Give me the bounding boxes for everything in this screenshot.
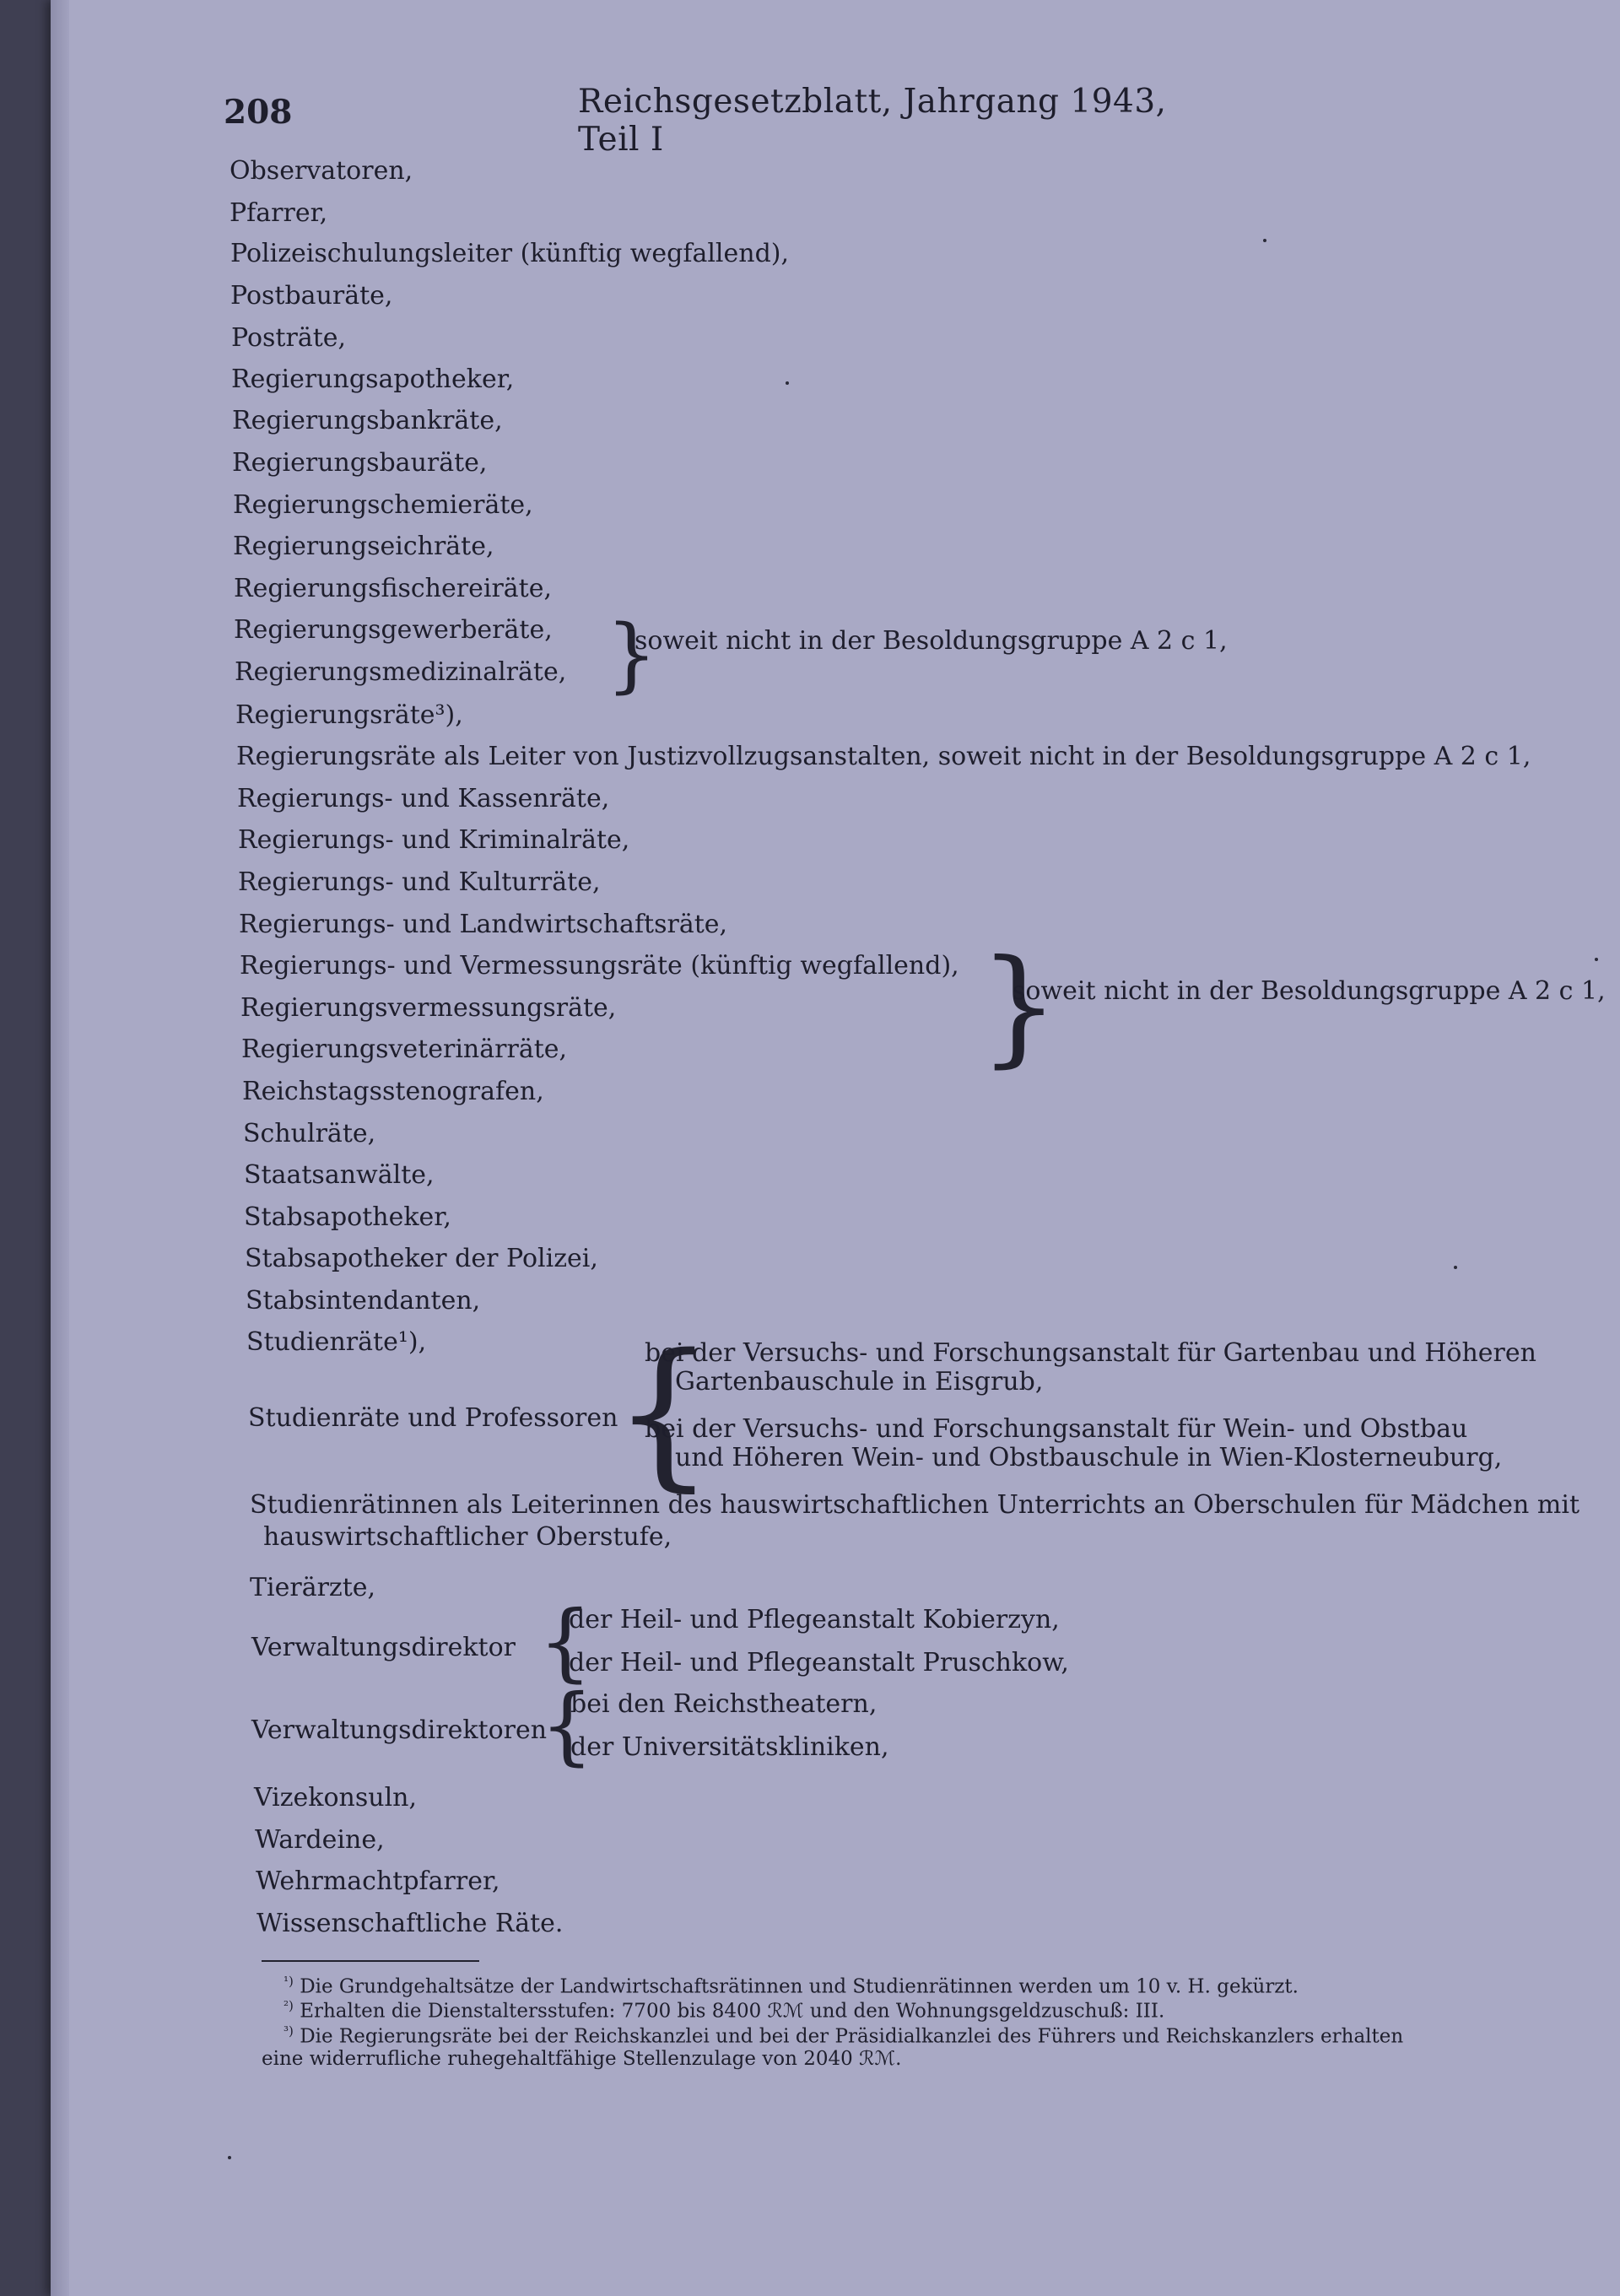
entry-line: Regierungsbankräte, xyxy=(232,406,503,435)
footnote xyxy=(262,2048,901,2070)
entry-line: Regierungs- und Kassenräte, xyxy=(237,784,610,813)
footnote xyxy=(284,1974,1299,1998)
qualifier-text: Gartenbauschule in Eisgrub, xyxy=(675,1367,1044,1397)
qualifier-text: soweit nicht in der Besoldungsgruppe A 2 c 1, xyxy=(1012,976,1606,1006)
brace: } xyxy=(979,933,1060,1080)
entry-line: Postbauräte, xyxy=(230,281,393,311)
entry-line: Studienrätinnen als Leiterinnen des hauswirtschaftlichen Unterrichts an Oberschulen für Mädchen mit xyxy=(250,1490,1580,1520)
entry-line: Regierungsmedizinalräte, xyxy=(235,657,567,687)
entry-line: hauswirtschaftlicher Oberstufe, xyxy=(263,1522,672,1552)
page-number: 208 xyxy=(224,93,293,132)
footnote-text: Die Regierungsräte bei der Reichskanzlei und bei der Präsidialkanzlei des Führers und Reichskanzlers erhalten xyxy=(300,2025,1404,2048)
entry-line: Pfarrer, xyxy=(230,198,328,228)
entry-line: Regierungsfischereiräte, xyxy=(234,574,553,603)
entry-line: Regierungsveterinärräte, xyxy=(241,1035,568,1064)
entry-line: Regierungsgewerberäte, xyxy=(234,615,553,645)
entry-line: Stabsintendanten, xyxy=(246,1286,481,1315)
entry-line: Regierungsapotheker, xyxy=(231,365,515,394)
entry-line: Tierärzte, xyxy=(250,1573,376,1602)
entry-line: Regierungs- und Vermessungsräte (künftig wegfallend), xyxy=(240,951,959,981)
entry-line: Schulräte, xyxy=(243,1119,376,1148)
entry-line: Studienräte¹), xyxy=(246,1327,427,1357)
footnote xyxy=(284,2023,1403,2048)
entry-line: Reichstagsstenografen, xyxy=(242,1077,544,1106)
entry-line: Staatsanwälte, xyxy=(244,1160,435,1190)
print-speck xyxy=(786,381,789,385)
entry-line: Studienräte und Professoren xyxy=(248,1403,618,1433)
brace: { xyxy=(540,1676,594,1775)
entry-line: Posträte, xyxy=(231,323,347,353)
qualifier-text: soweit nicht in der Besoldungsgruppe A 2 c 1, xyxy=(634,626,1228,656)
page-header xyxy=(224,83,1202,159)
print-speck xyxy=(228,2156,231,2159)
qualifier-text: und Höheren Wein- und Obstbauschule in Wien-Klosterneuburg, xyxy=(675,1443,1503,1472)
entry-line: Regierungseichräte, xyxy=(233,532,494,561)
entry-line: Observatoren, xyxy=(230,156,413,186)
entry-line: Regierungsräte³), xyxy=(235,700,463,730)
qualifier-text: bei der Versuchs- und Forschungsanstalt für Wein- und Obstbau xyxy=(645,1414,1468,1444)
entry-line: Regierungschemieräte, xyxy=(233,490,533,520)
entry-line: Regierungsräte als Leiter von Justizvollzugsanstalten, soweit nicht in der Besoldungsgruppe A 2 c 1, xyxy=(236,742,1531,771)
entry-line: Regierungs- und Kulturräte, xyxy=(238,867,601,897)
entry-line: Regierungs- und Landwirtschaftsräte, xyxy=(239,910,728,939)
brace: { xyxy=(613,1320,715,1506)
entry-line: Polizeischulungsleiter (künftig wegfallend), xyxy=(230,239,790,268)
brace: { xyxy=(538,1592,592,1691)
entry-line: Wehrmachtpfarrer, xyxy=(256,1867,500,1896)
entry-line: Regierungsbauräte, xyxy=(232,448,488,478)
entry-line: Regierungs- und Kriminalräte, xyxy=(238,825,630,855)
qualifier-text: bei der Versuchs- und Forschungsanstalt für Gartenbau und Höheren xyxy=(645,1338,1536,1368)
brace: } xyxy=(606,608,658,702)
print-speck xyxy=(1595,958,1598,961)
print-speck xyxy=(1454,1266,1457,1269)
footnote-mark: ²) xyxy=(284,1998,294,2013)
print-speck xyxy=(1263,239,1266,242)
footnote-rule xyxy=(262,1960,479,1962)
entry-line: Verwaltungsdirektor xyxy=(251,1633,516,1662)
qualifier-text: der Universitätskliniken, xyxy=(570,1732,889,1762)
qualifier-text: der Heil- und Pflegeanstalt Pruschkow, xyxy=(569,1648,1069,1677)
footnote-mark: ¹) xyxy=(284,1974,294,1989)
entry-line: Regierungsvermessungsräte, xyxy=(240,993,617,1023)
footnote-text: Erhalten die Dienstaltersstufen: 7700 bis 8400 ℛℳ und den Wohnungsgeldzuschuß: III. xyxy=(300,2000,1165,2023)
entry-line: Stabsapotheker der Polizei, xyxy=(245,1244,598,1273)
page-spine-shadow xyxy=(51,0,69,2296)
footnote xyxy=(284,1998,1164,2023)
entry-line: Vizekonsuln, xyxy=(254,1783,418,1812)
qualifier-text: bei den Reichstheatern, xyxy=(570,1689,878,1719)
entry-line: Wardeine, xyxy=(255,1825,385,1855)
footnote-text: eine widerrufliche ruhegehaltfähige Stellenzulage von 2040 ℛℳ. xyxy=(262,2048,902,2070)
running-head: Reichsgesetzblatt, Jahrgang 1943, Teil I xyxy=(578,83,1167,159)
footnote-text: Die Grundgehaltsätze der Landwirtschaftsrätinnen und Studienrätinnen werden um 10 v. H. gekürzt. xyxy=(300,1975,1299,1998)
document-page xyxy=(51,0,1620,2296)
entry-line: Verwaltungsdirektoren xyxy=(251,1715,548,1745)
entry-line: Stabsapotheker, xyxy=(244,1202,451,1232)
footnote-mark: ³) xyxy=(284,2023,294,2039)
qualifier-text: der Heil- und Pflegeanstalt Kobierzyn, xyxy=(569,1605,1060,1634)
entry-line: Wissenschaftliche Räte. xyxy=(256,1909,564,1938)
